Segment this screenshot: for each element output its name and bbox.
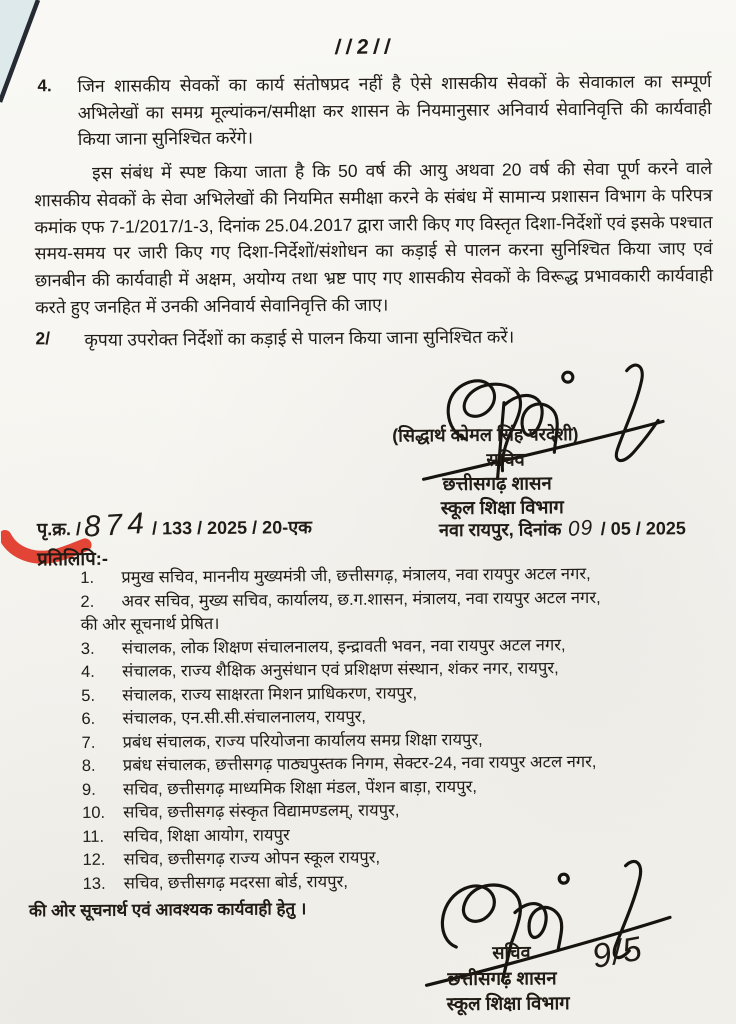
- signatory-org-bottom: छत्तीसगढ़ शासन: [447, 967, 557, 990]
- copy-list-continuation: की ओर सूचनार्थ प्रेषित।: [80, 614, 220, 634]
- place-date-line: [439, 516, 686, 542]
- date-rest: / 05 / 2025: [600, 518, 686, 539]
- signatory-dept-bottom: स्कूल शिक्षा विभाग: [446, 992, 570, 1015]
- signatory-designation: सचिव: [486, 449, 525, 470]
- copy-list-item: 11. सचिव, शिक्षा आयोग, रायपुर: [82, 825, 290, 846]
- copies-list: [63, 562, 726, 896]
- page-number-mark: //2//: [334, 35, 397, 59]
- ref-prefix: पृ.क्र. /: [36, 518, 82, 540]
- signatory-name: (सिद्धार्थ कोमल सिंह परदेशी): [392, 424, 579, 446]
- copy-list-item: 8. प्रबंध संचालक, छत्तीसगढ़ पाठ्यपुस्तक निगम, सेक्टर-24, नवा रायपुर अटल नगर,: [81, 752, 597, 775]
- copy-list-item: 6. संचालक, एन.सी.सी.संचालनालय, रायपुर,: [81, 707, 367, 728]
- clause-number: 4.: [37, 76, 52, 96]
- instruction-number: 2/: [35, 328, 51, 349]
- clause-4-paragraph: जिन शासकीय सेवकों का कार्य संतोषप्रद नहीं है ऐसे शासकीय सेवकों के सेवाकाल का सम्पूर्ण अभिलेखों का समग्र मूल्यांकन/समीक्षा कर शासन के नियमानुसार अनिवार्य सेवानिवृत्ति की कार्यवाही किया जाना सुनिश्चित करेंगे।: [77, 71, 712, 149]
- copy-list-item: 3. संचालक, लोक शिक्षण संचालनालय, इन्द्रावती भवन, नवा रायपुर अटल नगर,: [80, 635, 566, 658]
- copy-list-item: 10. सचिव, छत्तीसगढ़ संस्कृत विद्यामण्डलम्, रायपुर,: [82, 801, 400, 822]
- handwritten-date-note: 9/5: [589, 929, 646, 977]
- outward-number-line: [36, 506, 313, 544]
- copy-list-item: 1. प्रमुख सचिव, माननीय मुख्यमंत्री जी, छत्तीसगढ़, मंत्रालय, नवा रायपुर अटल नगर,: [80, 564, 591, 587]
- signature-scribble-top: [405, 357, 696, 484]
- copy-list-item: 12. सचिव, छत्तीसगढ़ राज्य ओपन स्कूल रायपुर,: [82, 848, 381, 869]
- instruction-line: कृपया उपरोक्त निर्देशों का कड़ाई से पालन किया जाना सुनिश्चित करें।: [84, 326, 515, 350]
- signatory-org: छत्तीसगढ़ शासन: [442, 472, 552, 495]
- copy-list-item: 7. प्रबंध संचालक, राज्य परियोजना कार्यालय समग्र शिक्षा रायपुर,: [81, 730, 483, 752]
- copy-list-item: 4. संचालक, राज्य शैक्षिक अनुसंधान एवं प्रशिक्षण संस्थान, शंकर नगर, रायपुर,: [80, 659, 559, 681]
- signatory-dept: स्कूल शिक्षा विभाग: [440, 496, 564, 519]
- handwritten-date-day: 09: [567, 516, 595, 541]
- copies-heading: प्रतिलिपि:-: [37, 547, 109, 570]
- place-date-prefix: नवा रायपुर, दिनांक: [438, 519, 562, 541]
- ref-suffix: / 133 / 2025 / 20-एक: [151, 517, 313, 539]
- copies-closing-line: की ओर सूचनार्थ एवं आवश्यक कार्यवाही हेतु ।: [28, 899, 307, 921]
- copy-list-item: 9. सचिव, छत्तीसगढ़ माध्यमिक शिक्षा मंडल, पेंशन बाड़ा, रायपुर,: [81, 777, 477, 799]
- main-paragraph: इस संबंध में स्पष्ट किया जाता है कि 50 वर्ष की आयु अथवा 20 वर्ष की सेवा पूर्ण करने वाले शासकीय सेवकों के सेवा अभिलेखों की नियमित समीक्षा करने के संबंध में सामान्य प्रशासन विभाग के परिपत्र कमांक एफ 7-1/2017/1-3, दिनांक 25.04.2017 द्वारा जारी किए गए विस्तृत दिशा-निर्देशों एवं इसके पश्चात समय-समय पर जारी किए गए दिशा-निर्देशों/संशोधन का कड़ाई से पालन करना सुनिश्चित किया जाए एवं छानबीन की कार्यवाही में अक्षम, अयोग्य तथा भ्रष्ट पाए गए शासकीय सेवकों के विरूद्ध प्रभावकारी कार्यवाही करते हुए जनहित में उनकी अनिवार्य सेवानिवृत्ति की जाए।: [34, 158, 714, 318]
- copy-list-item: 5. संचालक, राज्य साक्षरता मिशन प्राधिकरण, रायपुर,: [81, 683, 418, 705]
- signatory-designation-bottom: सचिव: [492, 942, 531, 963]
- handwritten-ref-number: 874: [83, 506, 150, 544]
- copy-list-item: 13. सचिव, छत्तीसगढ़ मदरसा बोर्ड, रायपुर,: [82, 872, 348, 893]
- copy-list-item: 2. अवर सचिव, मुख्य सचिव, कार्यालय, छ.ग.शासन, मंत्रालय, नवा रायपुर अटल नगर,: [80, 588, 601, 611]
